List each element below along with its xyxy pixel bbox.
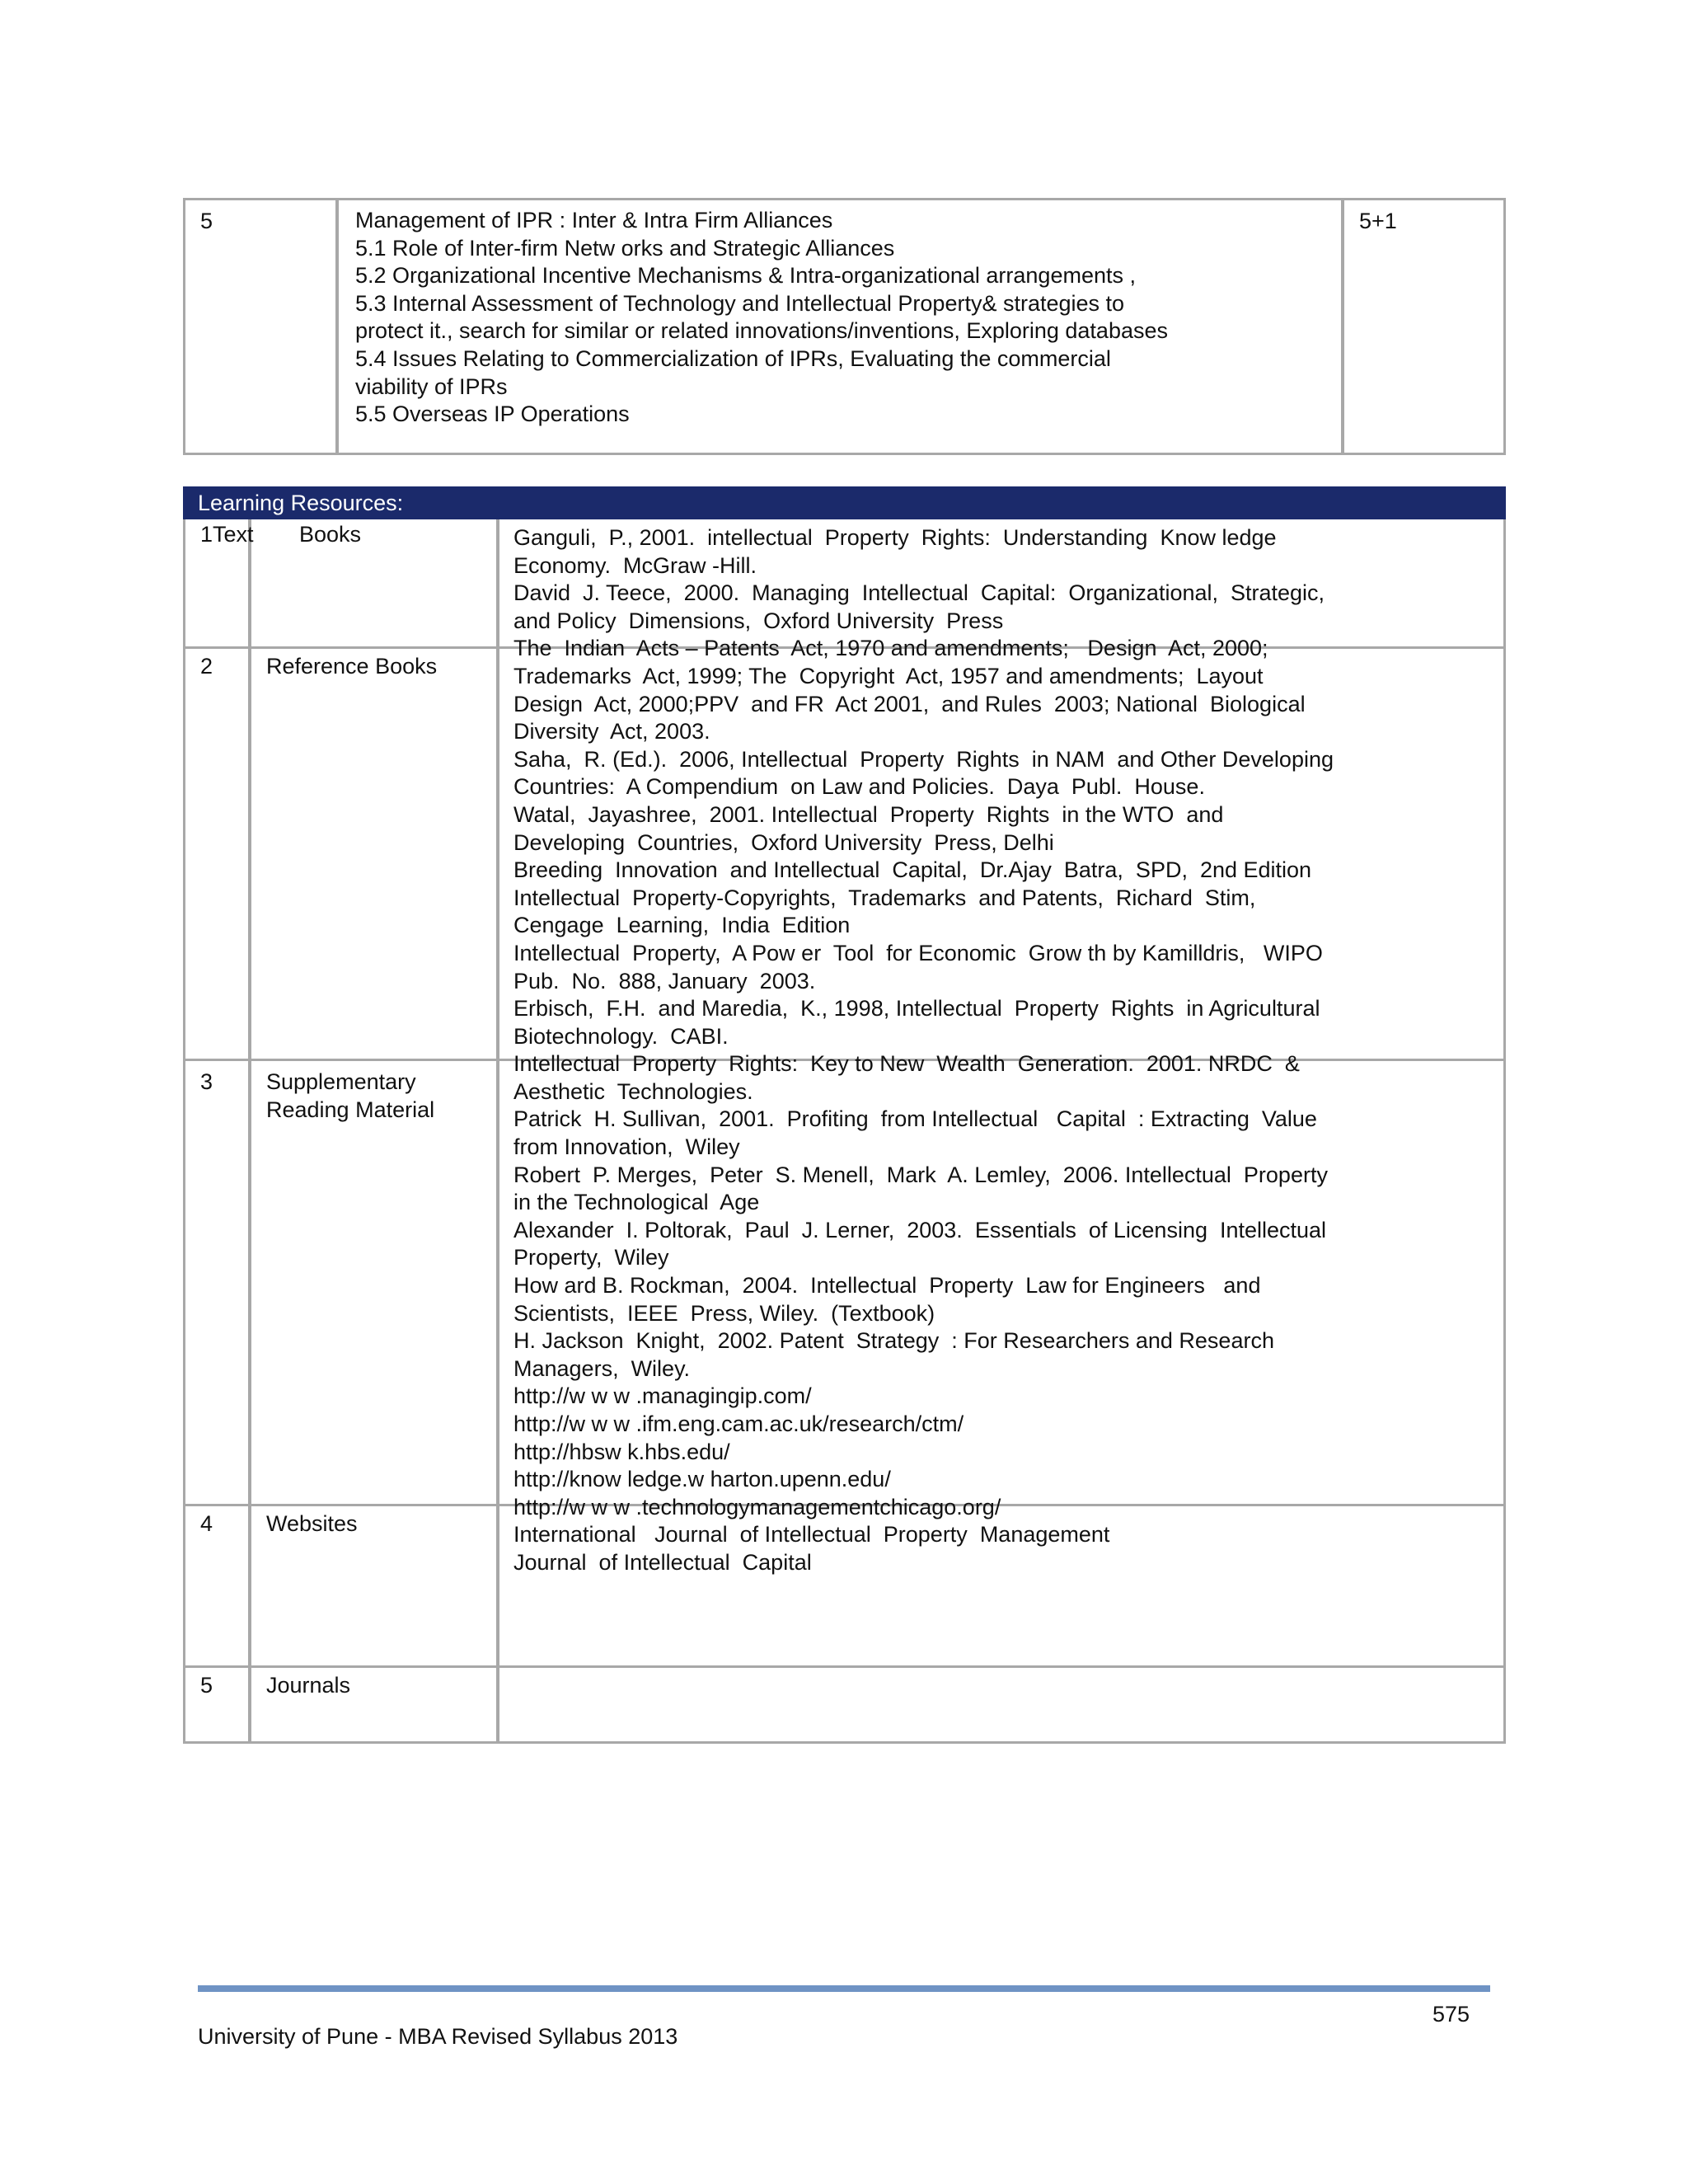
reference-line: Trademarks Act, 1999; The Copyright Act, 1957 and amendments; Layout (513, 663, 1264, 688)
reference-line: Cengage Learning, India Edition (513, 913, 851, 938)
row-number: 5 (200, 1673, 213, 1698)
reference-line: Watal, Jayashree, 2001. Intellectual Property Rights in the WTO and (513, 801, 1224, 827)
reference-line: Managers, Wiley. (513, 1355, 691, 1381)
unit-number-cell (185, 200, 339, 453)
reference-line: David J. Teece, 2000. Managing Intellectual Capital: Organizational, Strategic, (513, 580, 1325, 606)
reference-line: Economy. McGraw -Hill. (513, 552, 757, 578)
row-label: Books (299, 522, 362, 547)
reference-line: International Journal of Intellectual Property Management (513, 1522, 1110, 1548)
learning-resources-header: Learning Resources: (183, 486, 1506, 519)
learning-resources-table (183, 519, 1506, 1744)
row-divider (185, 1665, 1503, 1668)
column-divider (248, 519, 251, 1741)
reference-line: Saha, R. (Ed.). 2006, Intellectual Property Rights in NAM and Other Developing (513, 746, 1334, 772)
unit-content (355, 207, 1336, 429)
reference-line: Ganguli, P., 2001. intellectual Property Rights: Understanding Know ledge (513, 525, 1277, 550)
reference-line: Countries: A Compendium on Law and Policies. Daya Publ. House. (513, 774, 1205, 800)
reference-line: Erbisch, F.H. and Maredia, K., 1998, Intellectual Property Rights in Agricultural (513, 996, 1320, 1022)
unit-line: 5.1 Role of Inter-firm Netw orks and Strategic Alliances (355, 235, 895, 261)
reference-line: http://hbsw k.hbs.edu/ (513, 1439, 730, 1464)
page-number: 575 (1432, 2002, 1470, 2027)
reference-line: Journal of Intellectual Capital (513, 1549, 812, 1575)
unit-line: 5.2 Organizational Incentive Mechanisms & Intra-organizational arrangements , (355, 263, 1136, 289)
reference-line: Scientists, IEEE Press, Wiley. (Textbook) (513, 1300, 935, 1326)
unit-hours: 5+1 (1359, 209, 1397, 233)
unit-table (183, 198, 1506, 455)
row-number: 1Text (200, 522, 254, 547)
reference-line: and Policy Dimensions, Oxford University Press (513, 608, 1004, 633)
reference-line: Patrick H. Sullivan, 2001. Profiting from Intellectual Capital : Extracting Value (513, 1106, 1317, 1132)
reference-line: http://w w w .managingip.com/ (513, 1383, 812, 1409)
unit-hours-cell (1341, 200, 1506, 453)
reference-line: in the Technological Age (513, 1190, 760, 1215)
reference-line: http://know ledge.w harton.upenn.edu/ (513, 1467, 891, 1492)
reference-line: Intellectual Property, A Pow er Tool for Economic Grow th by Kamilldris, WIPO (513, 940, 1323, 965)
row-label: Reference Books (266, 654, 438, 679)
unit-line: 5.5 Overseas IP Operations (355, 402, 630, 427)
unit-line: viability of IPRs (355, 373, 508, 399)
row-number: 4 (200, 1511, 213, 1536)
reference-line: Breeding Innovation and Intellectual Capital, Dr.Ajay Batra, SPD, 2nd Edition (513, 857, 1312, 883)
unit-line: protect it., search for similar or related innovations/inventions, Exploring databases (355, 318, 1169, 344)
reference-line: Biotechnology. CABI. (513, 1023, 729, 1049)
row-number: 2 (200, 654, 213, 679)
reference-line: from Innovation, Wiley (513, 1134, 740, 1160)
reference-line: Design Act, 2000;PPV and FR Act 2001, and Rules 2003; National Biological (513, 691, 1306, 716)
row-label: Journals (266, 1673, 351, 1698)
unit-line: Management of IPR : Inter & Intra Firm Alliances (355, 208, 833, 232)
unit-line: 5.3 Internal Assessment of Technology and Intellectual Property& strategies to (355, 290, 1125, 316)
column-divider (496, 519, 499, 1741)
reference-line: How ard B. Rockman, 2004. Intellectual Property Law for Engineers and (513, 1273, 1261, 1299)
reference-line: The Indian Acts – Patents Act, 1970 and amendments; Design Act, 2000; (513, 636, 1268, 661)
row-number: 3 (200, 1069, 213, 1094)
reference-line: Intellectual Property-Copyrights, Trademarks and Patents, Richard Stim, (513, 885, 1256, 910)
unit-number: 5 (200, 209, 213, 233)
footer-title: University of Pune - MBA Revised Syllabus 2013 (198, 2024, 678, 2049)
unit-line: 5.4 Issues Relating to Commercialization of IPRs, Evaluating the commercial (355, 345, 1111, 371)
row-label: Websites (266, 1511, 358, 1536)
reference-line: H. Jackson Knight, 2002. Patent Strategy : For Researchers and Research (513, 1328, 1274, 1354)
reference-line: Diversity Act, 2003. (513, 719, 710, 744)
reference-line: http://w w w .technologymanagementchicago.org/ (513, 1494, 1001, 1519)
footer-rule (198, 1985, 1490, 1992)
reference-line: Alexander I. Poltorak, Paul J. Lerner, 2003. Essentials of Licensing Intellectual (513, 1217, 1327, 1242)
reference-line: Pub. No. 888, January 2003. (513, 968, 816, 993)
reference-line: Intellectual Property Rights: Key to New Wealth Generation. 2001. NRDC & (513, 1051, 1300, 1077)
reference-line: http://w w w .ifm.eng.cam.ac.uk/research/ctm/ (513, 1411, 964, 1436)
reference-line: Aesthetic Technologies. (513, 1078, 753, 1104)
reference-line: Developing Countries, Oxford University Press, Delhi (513, 829, 1054, 855)
references-list (513, 524, 1552, 1577)
reference-line: Property, Wiley (513, 1245, 669, 1270)
reference-line: Robert P. Merges, Peter S. Menell, Mark A. Lemley, 2006. Intellectual Property (513, 1162, 1328, 1187)
row-label: Supplementary Reading Material (266, 1069, 435, 1122)
